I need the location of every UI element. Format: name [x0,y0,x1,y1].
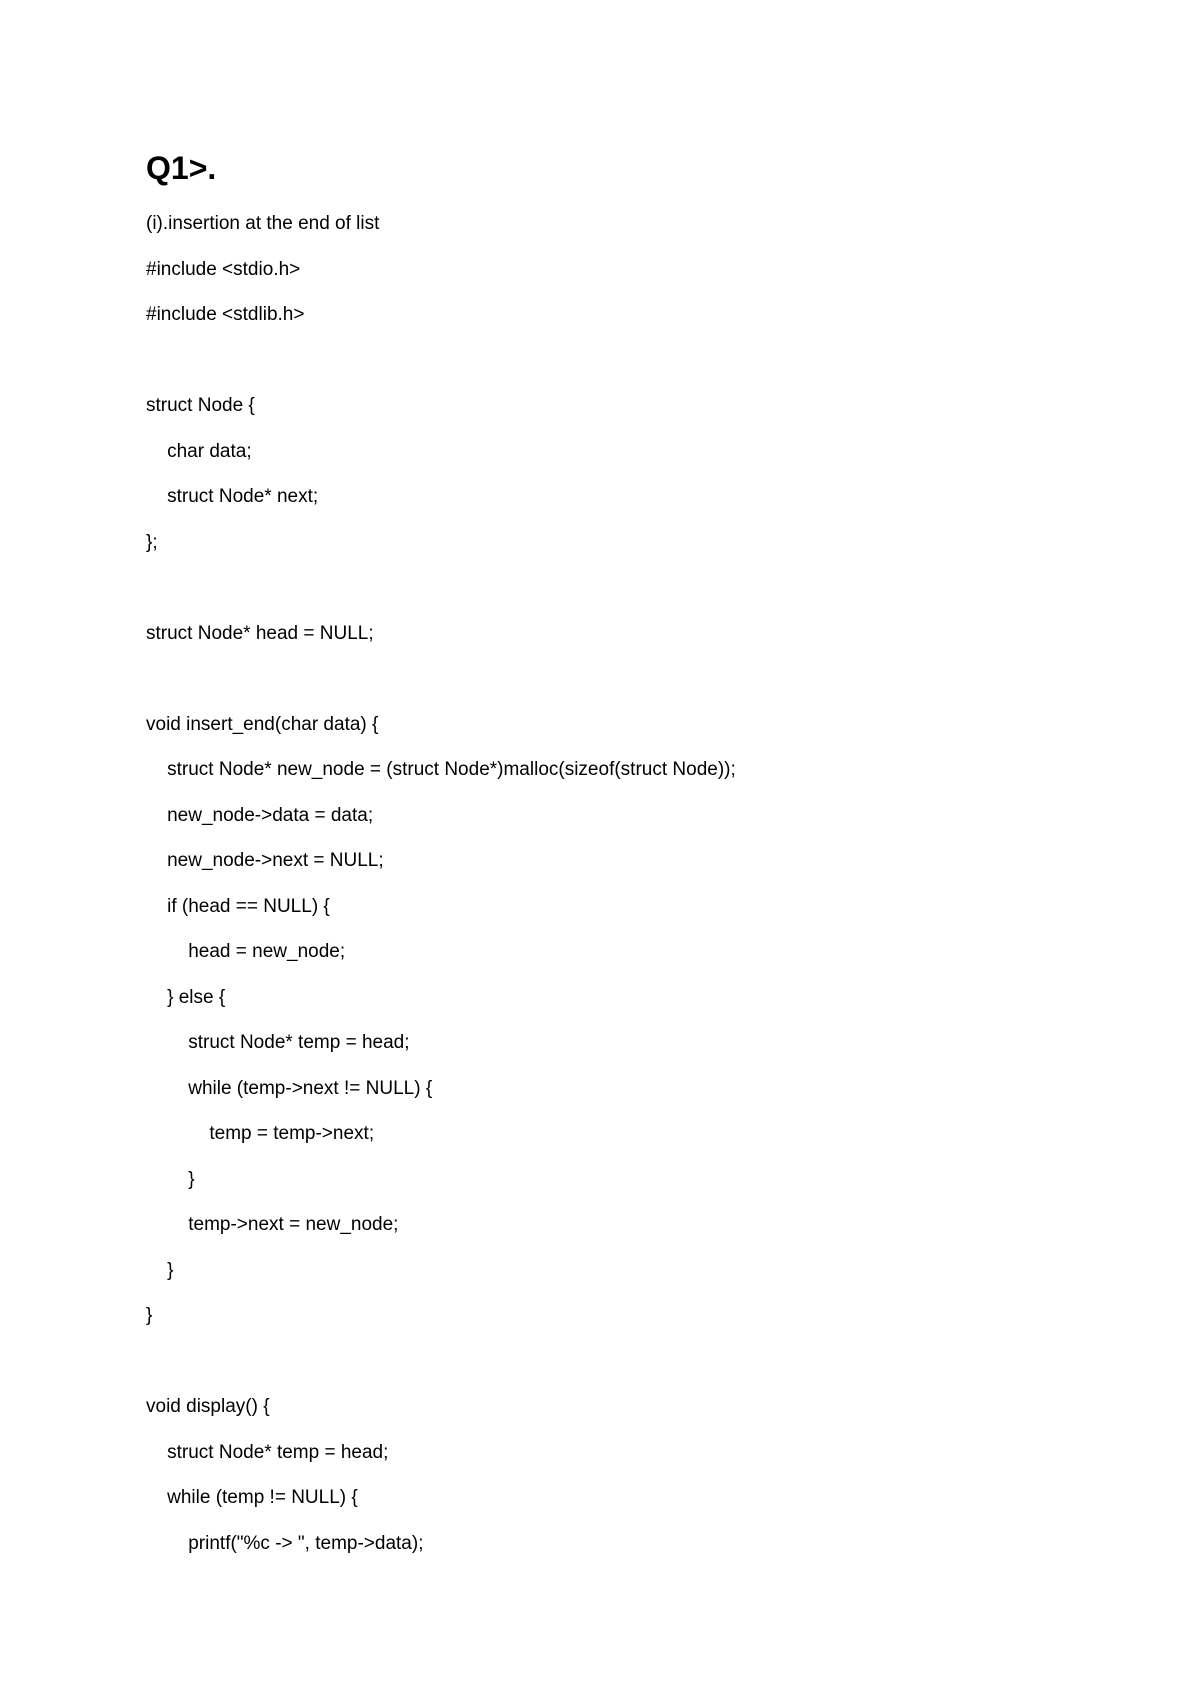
code-line: struct Node* new_node = (struct Node*)malloc(sizeof(struct Node)); [146,759,736,780]
code-line: temp = temp->next; [146,1123,375,1144]
code-line: while (temp != NULL) { [146,1487,358,1508]
code-line: } [146,1260,174,1281]
code-line: } [146,1305,153,1326]
code-line: printf("%c -> ", temp->data); [146,1533,424,1554]
code-line: if (head == NULL) { [146,896,330,917]
code-line: new_node->next = NULL; [146,850,384,871]
code-line: struct Node* next; [146,486,319,507]
code-line: head = new_node; [146,941,346,962]
code-line: struct Node* temp = head; [146,1032,410,1053]
code-line: struct Node* temp = head; [146,1442,389,1463]
code-line: char data; [146,441,252,462]
code-line: }; [146,532,158,553]
code-line: temp->next = new_node; [146,1214,399,1235]
text-line: (i).insertion at the end of list [146,213,380,234]
code-line: } else { [146,987,226,1008]
question-heading: Q1>. [146,150,217,186]
code-line: void insert_end(char data) { [146,714,379,735]
code-line: struct Node* head = NULL; [146,623,374,644]
code-line: while (temp->next != NULL) { [146,1078,433,1099]
code-line: } [146,1169,195,1190]
code-line: void display() { [146,1396,270,1417]
code-line: #include <stdlib.h> [146,304,305,325]
code-line: new_node->data = data; [146,805,374,826]
code-line: #include <stdio.h> [146,259,301,280]
code-line: struct Node { [146,395,255,416]
